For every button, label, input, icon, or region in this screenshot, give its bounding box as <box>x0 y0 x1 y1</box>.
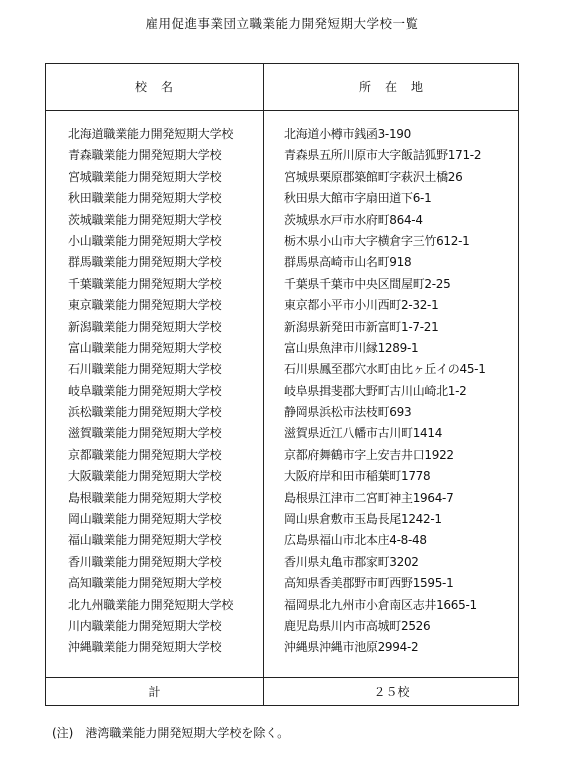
school-name: 岐阜職業能力開発短期大学校 <box>68 383 222 398</box>
school-address: 茨城県水戸市水府町864-4 <box>284 212 423 227</box>
school-name: 青森職業能力開発短期大学校 <box>68 148 222 163</box>
table-row <box>46 616 518 637</box>
school-name: 秋田職業能力開発短期大学校 <box>68 191 222 206</box>
school-name: 宮城職業能力開発短期大学校 <box>68 169 222 184</box>
school-address: 東京都小平市小川西町2-32-1 <box>284 298 439 313</box>
school-table <box>45 63 519 706</box>
school-address: 香川県丸亀市郡家町3202 <box>284 554 419 569</box>
table-row <box>46 423 518 444</box>
table-row <box>46 595 518 616</box>
school-address: 新潟県新発田市新富町1-7-21 <box>284 319 439 334</box>
school-name: 大阪職業能力開発短期大学校 <box>68 469 222 484</box>
school-address: 秋田県大館市字扇田道下6-1 <box>284 191 432 206</box>
table-row <box>46 317 518 338</box>
table-row <box>46 488 518 509</box>
school-name: 新潟職業能力開発短期大学校 <box>68 319 222 334</box>
school-name: 沖縄職業能力開発短期大学校 <box>68 640 222 655</box>
table-row <box>46 252 518 273</box>
school-name: 滋賀職業能力開発短期大学校 <box>68 426 222 441</box>
footnote: (注) 港湾職業能力開発短期大学校を除く。 <box>52 726 290 740</box>
school-address: 広島県福山市北本庄4-8-48 <box>284 533 427 548</box>
school-address: 栃木県小山市大字横倉字三竹612-1 <box>284 233 470 248</box>
table-row <box>46 210 518 231</box>
school-name: 岡山職業能力開発短期大学校 <box>68 512 222 527</box>
table-row <box>46 145 518 166</box>
school-name: 東京職業能力開発短期大学校 <box>68 298 222 313</box>
school-address: 滋賀県近江八幡市古川町1414 <box>284 426 443 441</box>
school-name: 小山職業能力開発短期大学校 <box>68 233 222 248</box>
school-address: 群馬県高崎市山名町918 <box>284 255 412 270</box>
school-name: 高知職業能力開発短期大学校 <box>68 576 222 591</box>
school-address: 石川県鳳至郡穴水町由比ヶ丘イの45-1 <box>284 362 486 377</box>
school-address: 青森県五所川原市大字飯詰狐野171-2 <box>284 148 482 163</box>
table-row <box>46 530 518 551</box>
school-address: 大阪府岸和田市稲葉町1778 <box>284 469 431 484</box>
school-address: 岐阜県揖斐郡大野町古川山崎北1-2 <box>284 383 467 398</box>
table-row <box>46 381 518 402</box>
table-row <box>46 637 518 658</box>
school-address: 岡山県倉敷市玉島長尾1242-1 <box>284 512 442 527</box>
school-name: 福山職業能力開発短期大学校 <box>68 533 222 548</box>
table-row <box>46 552 518 573</box>
school-address: 北海道小樽市銭函3-190 <box>284 127 411 141</box>
table-row <box>46 167 518 188</box>
school-address: 島根県江津市二宮町神主1964-7 <box>284 490 454 505</box>
table-row <box>46 466 518 487</box>
table-row <box>46 231 518 252</box>
total-value: ２５校 <box>373 685 410 699</box>
table-row <box>46 274 518 295</box>
school-name: 浜松職業能力開発短期大学校 <box>68 405 222 420</box>
school-address: 富山県魚津市川縁1289-1 <box>284 340 419 355</box>
school-name: 北九州職業能力開発短期大学校 <box>68 597 234 612</box>
school-address: 高知県香美郡野市町西野1595-1 <box>284 576 454 591</box>
table-row <box>46 188 518 209</box>
school-name: 川内職業能力開発短期大学校 <box>68 618 222 633</box>
school-name: 茨城職業能力開発短期大学校 <box>68 212 222 227</box>
table-row <box>46 573 518 594</box>
total-label: 計 <box>148 685 161 699</box>
school-address: 京都府舞鶴市字上安吉井口1922 <box>284 447 454 462</box>
table-row <box>46 124 518 145</box>
school-address: 鹿児島県川内市高城町2526 <box>284 618 431 633</box>
table-row <box>46 402 518 423</box>
school-name: 富山職業能力開発短期大学校 <box>68 340 222 355</box>
school-name: 島根職業能力開発短期大学校 <box>68 490 222 505</box>
table-body <box>46 124 518 659</box>
school-name: 北海道職業能力開発短期大学校 <box>68 127 234 141</box>
header-address: 所 在 地 <box>358 80 424 94</box>
school-name: 京都職業能力開発短期大学校 <box>68 447 222 462</box>
school-address: 福岡県北九州市小倉南区志井1665-1 <box>284 597 477 612</box>
table-row <box>46 359 518 380</box>
table-row <box>46 338 518 359</box>
school-address: 宮城県栗原郡築館町字萩沢土橋26 <box>284 169 463 184</box>
header-divider <box>46 110 518 111</box>
page-title: 雇用促進事業団立職業能力開発短期大学校一覧 <box>145 16 419 31</box>
table-row <box>46 445 518 466</box>
school-address: 静岡県浜松市法枝町693 <box>284 405 412 420</box>
school-name: 石川職業能力開発短期大学校 <box>68 362 222 377</box>
header-school-name: 校 名 <box>134 80 174 94</box>
school-name: 千葉職業能力開発短期大学校 <box>68 276 222 291</box>
table-row <box>46 509 518 530</box>
school-address: 沖縄県沖縄市池原2994-2 <box>284 640 419 655</box>
table-row <box>46 295 518 316</box>
school-address: 千葉県千葉市中央区間屋町2-25 <box>284 276 451 291</box>
school-name: 香川職業能力開発短期大学校 <box>68 554 222 569</box>
school-name: 群馬職業能力開発短期大学校 <box>68 255 222 270</box>
